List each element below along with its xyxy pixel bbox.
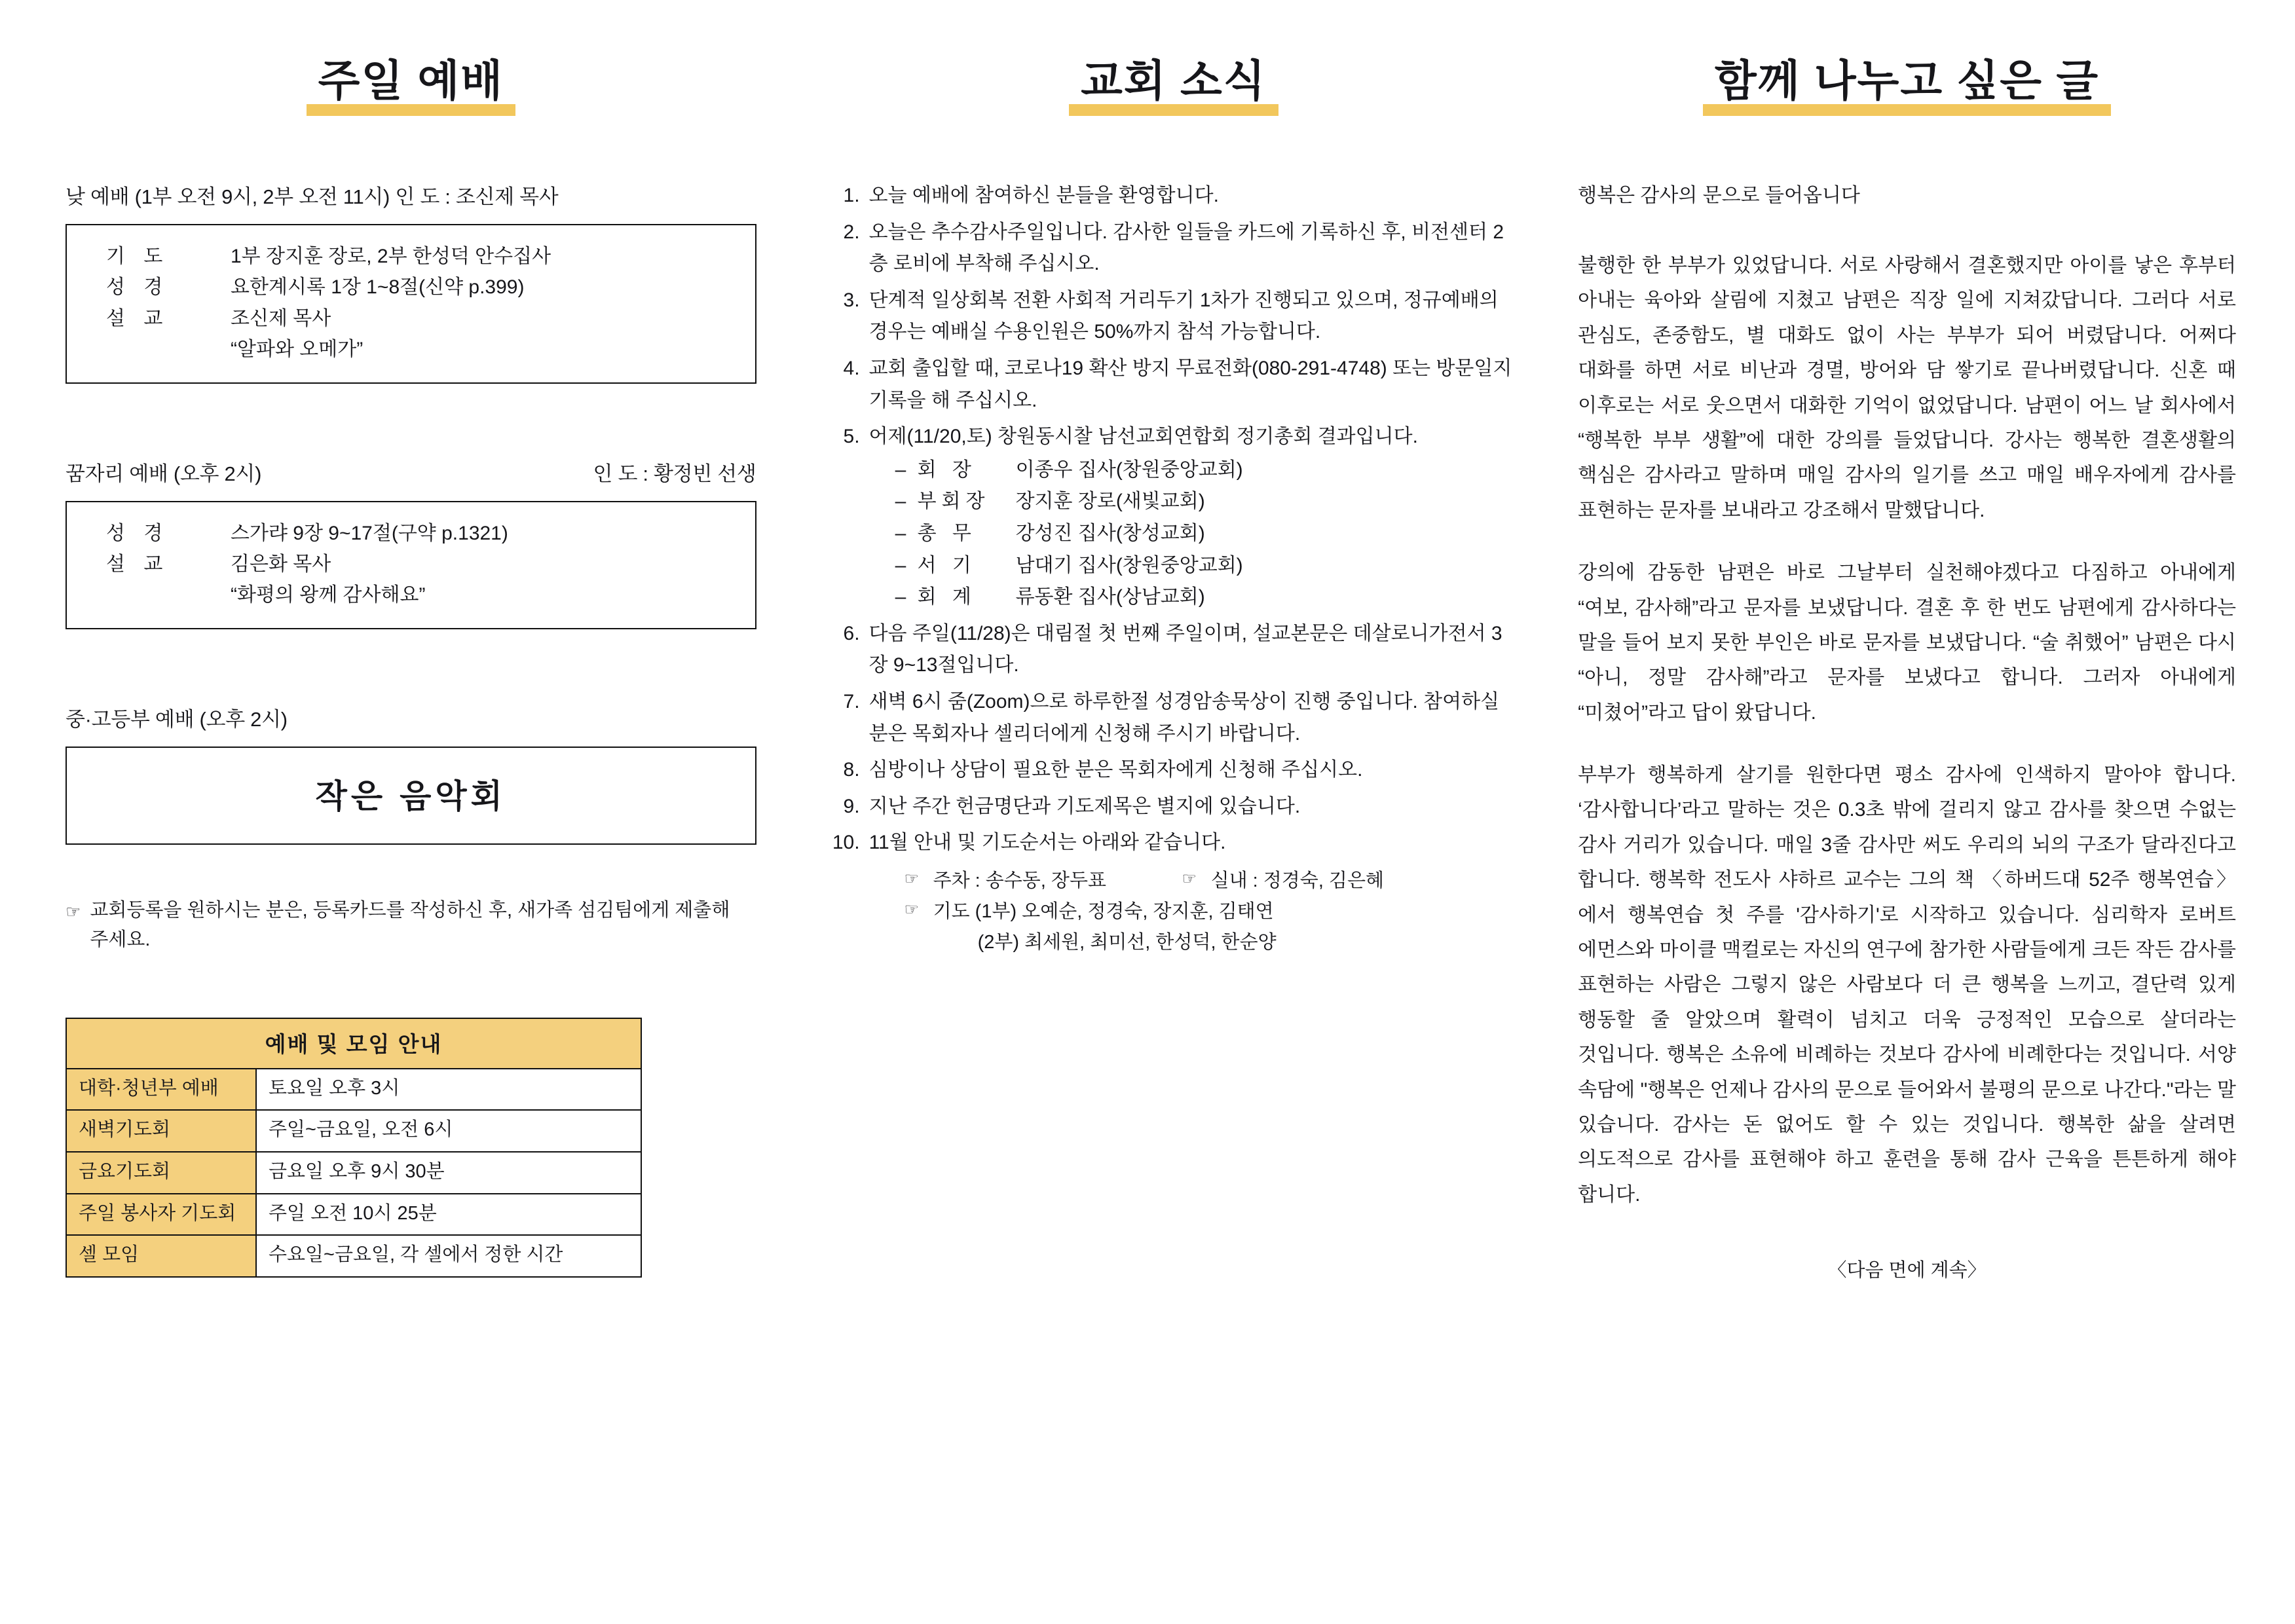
- column-shared-essay: [1539, 46, 2256, 1598]
- list-item: [895, 486, 1520, 518]
- duty-prayer-first: 기도 (1부) 오예순, 정경숙, 장지훈, 김태연: [933, 900, 1274, 922]
- list-item: [829, 827, 1520, 958]
- service-1-sermon-title: “알파와 오메가”: [231, 339, 364, 361]
- service-2-heading: [65, 457, 756, 487]
- service-1-box: [65, 224, 756, 384]
- row-value: 스가랴 9장 9~17절(구약 p.1321): [231, 522, 508, 544]
- officer-name: 이종우 집사(창원중앙교회): [1015, 458, 1243, 481]
- list-item-number: 6.: [843, 622, 860, 644]
- column-sunday-worship: [39, 46, 770, 1598]
- table-cell-name: 주일 봉사자 기도회: [66, 1194, 256, 1236]
- essay-continued-note: 〈다음 면에 계속〉: [1827, 1260, 1987, 1282]
- officer-role: 회 계: [917, 586, 977, 608]
- table-cell-name: 셀 모임: [66, 1235, 256, 1277]
- service-2-row-sermon: [67, 549, 755, 580]
- service-1-row-scripture: [67, 272, 755, 303]
- list-item-text: 심방이나 상담이 필요한 분은 목회자에게 신청해 주십시오.: [868, 759, 1363, 781]
- section-title-church-news: 교회 소식: [1074, 46, 1273, 117]
- list-item-text: 지난 주간 헌금명단과 기도제목은 별지에 있습니다.: [868, 795, 1301, 817]
- notice-list: [829, 180, 1520, 958]
- list-item: [829, 421, 1520, 614]
- officer-role: 총 무: [917, 522, 977, 544]
- essay-paragraph: 부부가 행복하게 살기를 원한다면 평소 감사에 인색하지 말아야 합니다. ‘감사합니다’라고 말하는 것은 0.3초 밖에 걸리지 않고 감사를 찾으면 수없는 감사 거리가 있습니다. 매일 3줄 감사만 써도 우리의 뇌의 구조가 달라진다고 합니다. 행복학 전도사 샤하르 교수는 그의 책 〈하버드대 52주 행복연습〉에서 행복연습 첫 주를 '감사하기'로 시작하고 있습니다. 심리학자 로버트 에먼스와 마이클 맥컬로는 자신의 연구에 참가한 사람들에게 크든 작든 감사를 표현하는 사람은 그렇지 않은 사람보다 더 큰 행복을 느끼고, 결단력 있게 행동할 줄 알았으며 활력이 넘치고 더욱 긍정적인 모습으로 살더라는 것입니다. 행복은 소유에 비례하는 것보다 감사에 비례한다는 것입니다. 서양 속담에 "행복은 언제나 감사의 문으로 들어와서 불평의 문으로 나간다."라는 말 있습니다. 감사는 돈 없어도 할 수 있는 것입니다. 행복한 삶을 살려면 의도적으로 감사를 표현해야 하고 훈련을 통해 감사 근육을 튼튼하게 해야 합니다.: [1578, 764, 2236, 1206]
- table-row: [66, 1235, 641, 1277]
- list-item-number: 1.: [843, 185, 860, 206]
- dash-icon: –: [895, 554, 906, 576]
- row-label: 기 도: [106, 246, 170, 267]
- list-item: [829, 754, 1520, 786]
- duty-row-prayer-1: [905, 896, 1520, 927]
- duty-row-prayer-2: [905, 927, 1520, 958]
- registration-note-text: 교회등록을 원하시는 분은, 등록카드를 작성하신 후, 새가족 섬김팀에게 제출해 주세요.: [90, 899, 730, 950]
- table-row: [66, 1069, 641, 1111]
- officer-role: 서 기: [917, 554, 977, 576]
- list-item-text: 교회 출입할 때, 코로나19 확산 방지 무료전화(080-291-4748) 또는 방문일지 기록을 해 주십시오.: [868, 357, 1512, 411]
- list-item-number: 7.: [843, 690, 860, 712]
- dash-icon: –: [895, 522, 906, 544]
- section-title-shared-essay: 함께 나누고 싶은 글: [1708, 46, 2106, 117]
- row-label: 설 교: [106, 307, 170, 329]
- table-cell-time: 금요일 오후 9시 30분: [256, 1152, 641, 1194]
- essay-lead: 행복은 감사의 문으로 들어옵니다: [1578, 185, 1860, 206]
- schedule-table: [65, 1068, 642, 1278]
- service-1-row-prayer: [67, 241, 755, 272]
- officer-name: 류동환 집사(상남교회): [1015, 586, 1205, 608]
- list-item: [829, 686, 1520, 750]
- officer-role: 부회장: [917, 490, 990, 513]
- list-item-number: 5.: [843, 426, 860, 448]
- duty-row-parking-indoor: [905, 866, 1520, 896]
- list-item-text: 어제(11/20,토) 창원동시찰 남선교회연합회 정기총회 결과입니다.: [868, 426, 1418, 448]
- section-title-sunday-worship: 주일 예배: [312, 46, 510, 117]
- list-item: [829, 180, 1520, 212]
- list-item-number: 4.: [843, 357, 860, 379]
- list-item-number: 8.: [843, 759, 860, 781]
- officer-name: 강성진 집사(창성교회): [1015, 522, 1205, 544]
- title-highlight: [1703, 104, 2111, 116]
- list-item-number: 3.: [843, 289, 860, 311]
- officer-name: 남대기 집사(창원중앙교회): [1015, 554, 1243, 576]
- service-2-leader: 인 도 : 황정빈 선생: [593, 462, 756, 485]
- list-item-number: 10.: [832, 832, 860, 854]
- officer-name: 장지훈 장로(새빛교회): [1015, 490, 1205, 513]
- duty-prayer-second: (2부) 최세원, 최미선, 한성덕, 한순양: [977, 931, 1277, 953]
- registration-note: [65, 896, 756, 955]
- table-row: [66, 1110, 641, 1152]
- concert-title: 작은 음악회: [315, 777, 506, 815]
- schedule-table-wrapper: [65, 1018, 642, 1278]
- dash-icon: –: [895, 490, 906, 513]
- row-value: 1부 장지훈 장로, 2부 한성덕 안수집사: [231, 246, 551, 267]
- table-cell-name: 금요기도회: [66, 1152, 256, 1194]
- list-item-number: 2.: [843, 221, 860, 243]
- list-item: [895, 518, 1520, 550]
- service-3-box: [65, 747, 756, 845]
- title-highlight: [307, 104, 515, 116]
- row-label: 설 교: [106, 553, 170, 575]
- list-item: [829, 285, 1520, 348]
- service-2-row-scripture: [67, 518, 755, 549]
- table-row: [66, 1194, 641, 1236]
- list-item: [829, 217, 1520, 280]
- list-item: [829, 353, 1520, 416]
- pointer-icon: ☞: [1182, 869, 1197, 888]
- title-highlight: [1069, 104, 1278, 116]
- duty-indoor: 실내 : 정경숙, 김은혜: [1210, 870, 1384, 891]
- table-cell-time: 수요일~금요일, 각 셀에서 정한 시간: [256, 1235, 641, 1277]
- table-cell-name: 새벽기도회: [66, 1110, 256, 1152]
- table-cell-time: 주일 오전 10시 25분: [256, 1194, 641, 1236]
- table-row: [66, 1152, 641, 1194]
- row-label: 성 경: [106, 276, 170, 299]
- table-cell-time: 주일~금요일, 오전 6시: [256, 1110, 641, 1152]
- officer-role: 회 장: [917, 458, 977, 481]
- table-cell-time: 토요일 오후 3시: [256, 1069, 641, 1111]
- list-item: [829, 618, 1520, 682]
- pointer-icon: ☞: [904, 900, 919, 919]
- list-item-text: 11월 안내 및 기도순서는 아래와 같습니다.: [868, 832, 1226, 854]
- dash-icon: –: [895, 586, 906, 608]
- row-value: 요한계시록 1장 1~8절(신약 p.399): [231, 276, 525, 299]
- service-3-heading: 중·고등부 예배 (오후 2시): [65, 707, 288, 731]
- duty-parking: 주차 : 송수동, 장두표: [933, 870, 1106, 891]
- list-item: [895, 581, 1520, 614]
- column-church-news: [770, 46, 1539, 1598]
- essay-paragraph: 강의에 감동한 남편은 바로 그날부터 실천해야겠다고 다짐하고 아내에게 “여보, 감사해”라고 문자를 보냈답니다. 결혼 후 한 번도 남편에게 감사하다는 말을 들어 보지 못한 부인은 바로 문자를 보냈답니다. “술 취했어” 남편은 다시 “아니, 정말 감사해”라고 문자를 보냈다고 합니다. 그러자 아내에게 “미쳤어”라고 답이 왔답니다.: [1578, 562, 2236, 724]
- list-item: [829, 791, 1520, 823]
- service-2-box: [65, 501, 756, 629]
- service-2-sermon-title: “화평의 왕께 감사해요”: [231, 584, 426, 606]
- row-value: 김은화 목사: [231, 553, 331, 575]
- essay-paragraph: 불행한 한 부부가 있었답니다. 서로 사랑해서 결혼했지만 아이를 낳은 후부터 아내는 육아와 살림에 지쳤고 남편은 직장 일에 지쳐갔답니다. 그러다 서로 관심도, 존중함도, 별 대화도 없이 사는 부부가 되어 버렸답니다. 어쩌다 대화를 하면 서로 비난과 경멸, 방어와 담 쌓기로 끝나버렸답니다. 신혼 때 이후로는 서로 웃으면서 대화한 기억이 없었답니다. 남편이 어느 날 회사에서 “행복한 부부 생활”에 대한 강의를 들었답니다. 강사는 행복한 결혼생활의 핵심은 감사라고 말하며 매일 감사의 일기를 쓰고 매일 배우자에게 감사를 표현하는 문자를 보내라고 강조해서 말했답니다.: [1578, 255, 2236, 521]
- officer-sublist: [895, 454, 1520, 614]
- schedule-table-title: 예배 및 모임 안내: [65, 1018, 642, 1068]
- list-item: [895, 550, 1520, 582]
- row-label: 성 경: [106, 522, 170, 544]
- list-item-number: 9.: [843, 795, 860, 817]
- row-value: 조신제 목사: [231, 307, 331, 329]
- pointer-icon: ☞: [904, 869, 919, 888]
- list-item-text: 단계적 일상회복 전환 사회적 거리두기 1차가 진행되고 있으며, 정규예배의 경우는 예배실 수용인원은 50%까지 참석 가능합니다.: [868, 289, 1499, 343]
- duty-block: [905, 866, 1520, 958]
- table-cell-name: 대학·청년부 예배: [66, 1069, 256, 1111]
- list-item: [895, 454, 1520, 487]
- list-item-text: 다음 주일(11/28)은 대림절 첫 번째 주일이며, 설교본문은 데살로니가전서 3장 9~13절입니다.: [868, 622, 1502, 676]
- pointer-icon: ☞: [65, 901, 81, 921]
- service-1-row-sermon: [67, 303, 755, 334]
- list-item-text: 오늘은 추수감사주일입니다. 감사한 일들을 카드에 기록하신 후, 비전센터 2층 로비에 부착해 주십시오.: [868, 221, 1504, 275]
- dash-icon: –: [895, 458, 906, 481]
- list-item-text: 오늘 예배에 참여하신 분들을 환영합니다.: [868, 185, 1219, 206]
- service-2-name: 꿈자리 예배 (오후 2시): [65, 462, 262, 485]
- list-item-text: 새벽 6시 줌(Zoom)으로 하루한절 성경암송묵상이 진행 중입니다. 참여하실 분은 목회자나 셀리더에게 신청해 주시기 바랍니다.: [868, 690, 1500, 745]
- service-1-heading: 낮 예배 (1부 오전 9시, 2부 오전 11시) 인 도 : 조신제 목사: [65, 185, 559, 208]
